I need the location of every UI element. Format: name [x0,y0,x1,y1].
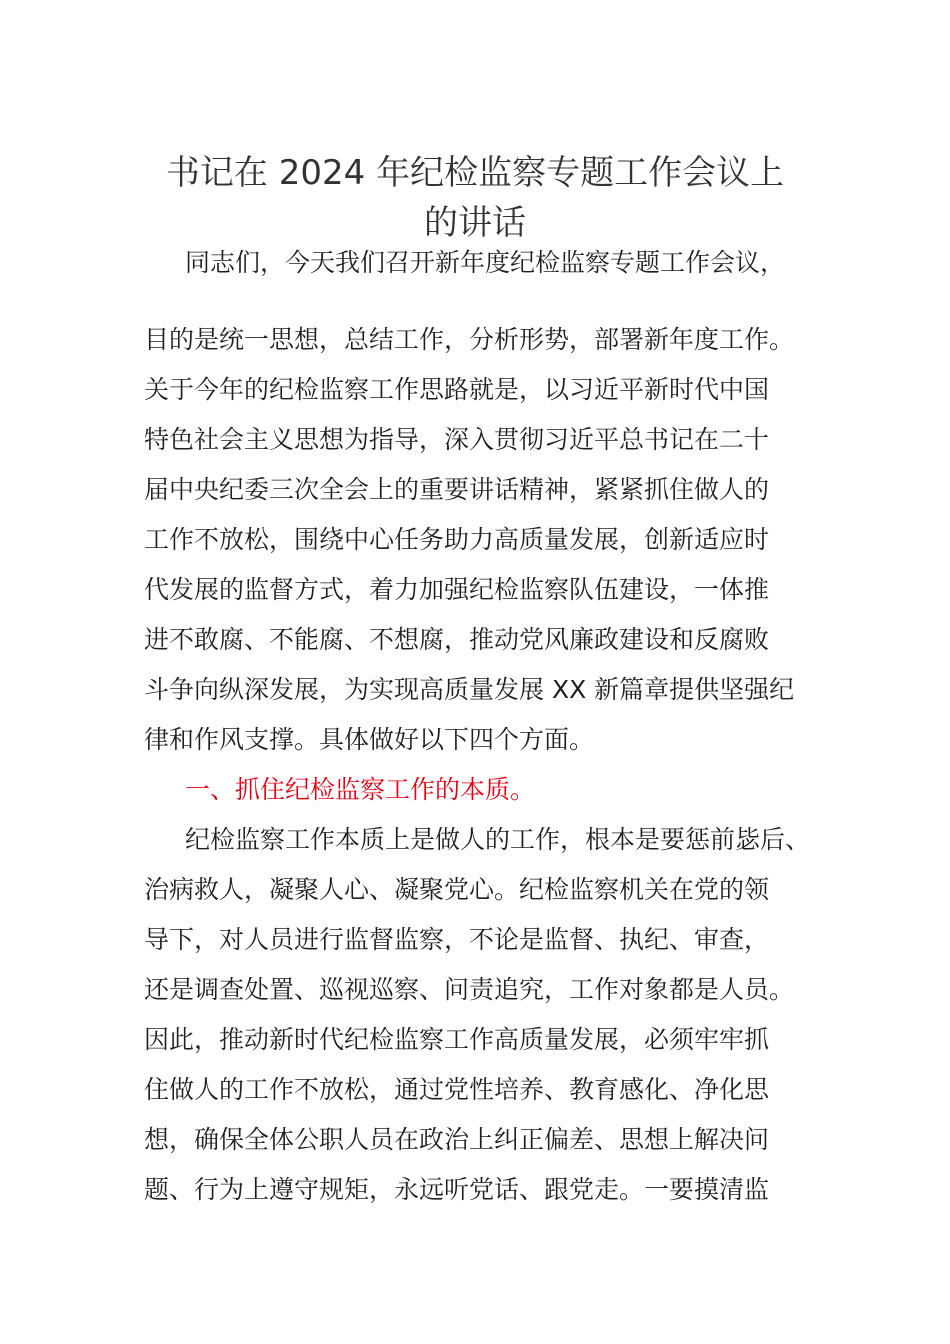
text-line: 特色社会主义思想为指导，深入贯彻习近平总书记在二十 [144,425,770,454]
text-line: 题、行为上遵守规矩，永远听党话、跟党走。一要摸清监 [144,1175,770,1204]
section-heading: 一、抓住纪检监察工作的本质。 [185,775,536,804]
text-line: 关于今年的纪检监察工作思路就是，以习近平新时代中国 [144,375,770,404]
text-line: 工作不放松，围绕中心任务助力高质量发展，创新适应时 [144,525,770,554]
text-line: 住做人的工作不放松，通过党性培养、教育感化、净化思 [144,1075,770,1104]
title-line: 书记在 2024 年纪检监察专题工作会议上 [165,153,785,193]
text-line: 目的是统一思想，总结工作，分析形势，部署新年度工作。 [144,325,795,354]
text-line: 届中央纪委三次全会上的重要讲话精神，紧紧抓住做人的 [144,475,770,504]
text-line: 律和作风支撑。具体做好以下四个方面。 [144,725,595,754]
title-line: 的讲话 [424,203,526,243]
text-line: 想，确保全体公职人员在政治上纠正偏差、思想上解决问 [144,1125,770,1154]
text-line: 导下，对人员进行监督监察，不论是监督、执纪、审查， [144,925,770,954]
text-line: 斗争向纵深发展，为实现高质量发展 XX 新篇章提供坚强纪 [144,675,795,704]
text-line: 治病救人，凝聚人心、凝聚党心。纪检监察机关在党的领 [144,875,770,904]
text-line: 代发展的监督方式，着力加强纪检监察队伍建设，一体推 [144,575,770,604]
text-line: 进不敢腐、不能腐、不想腐，推动党风廉政建设和反腐败 [144,625,770,654]
document-title [130,148,820,248]
text-line: 因此，推动新时代纪检监察工作高质量发展，必须牢牢抓 [144,1025,770,1054]
text-line: 还是调查处置、巡视巡察、问责追究，工作对象都是人员。 [144,975,795,1004]
text-line: 纪检监察工作本质上是做人的工作，根本是要惩前毖后、 [185,825,811,854]
text-line: 同志们，今天我们召开新年度纪检监察专题工作会议， [185,248,786,277]
